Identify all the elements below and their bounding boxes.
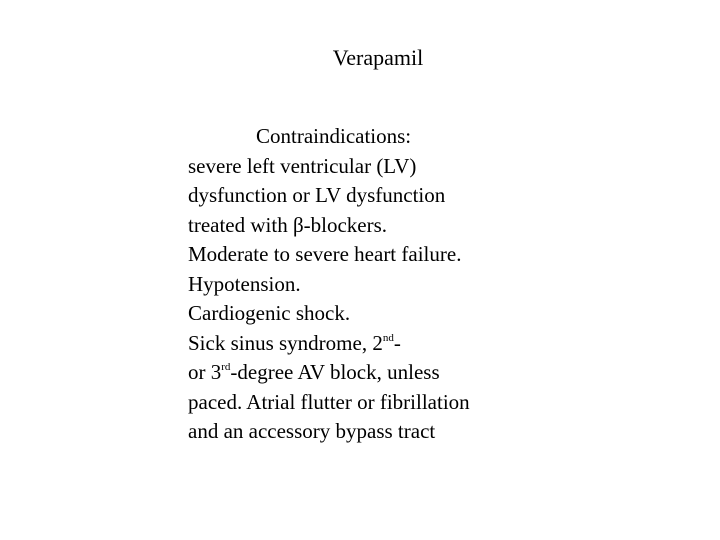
content-line: Cardiogenic shock. bbox=[188, 301, 351, 325]
slide-content bbox=[188, 122, 548, 447]
ordinal-superscript: nd bbox=[382, 331, 394, 344]
av-block-text: -degree AV block, unless bbox=[230, 360, 440, 384]
content-line: dysfunction or LV dysfunction bbox=[188, 183, 446, 207]
content-line: and an accessory bypass tract bbox=[188, 419, 436, 443]
content-line: treated with β-blockers. bbox=[188, 212, 388, 237]
slide-title: Verapamil bbox=[332, 45, 424, 70]
content-line: Moderate to severe heart failure. bbox=[188, 242, 462, 266]
av-block-prefix: or 3 bbox=[188, 360, 222, 384]
hyphen: - bbox=[393, 330, 401, 355]
content-line: severe left ventricular (LV) bbox=[188, 153, 417, 178]
content-line: paced. Atrial flutter or fibrillation bbox=[188, 389, 470, 414]
sick-sinus-line bbox=[188, 329, 548, 359]
av-block-line bbox=[188, 358, 548, 388]
content-line: Hypotension. bbox=[188, 271, 301, 296]
contraindications-heading: Contraindications: bbox=[256, 124, 412, 148]
sick-sinus-text: Sick sinus syndrome, 2 bbox=[188, 330, 383, 355]
ordinal-superscript: rd bbox=[221, 361, 231, 373]
